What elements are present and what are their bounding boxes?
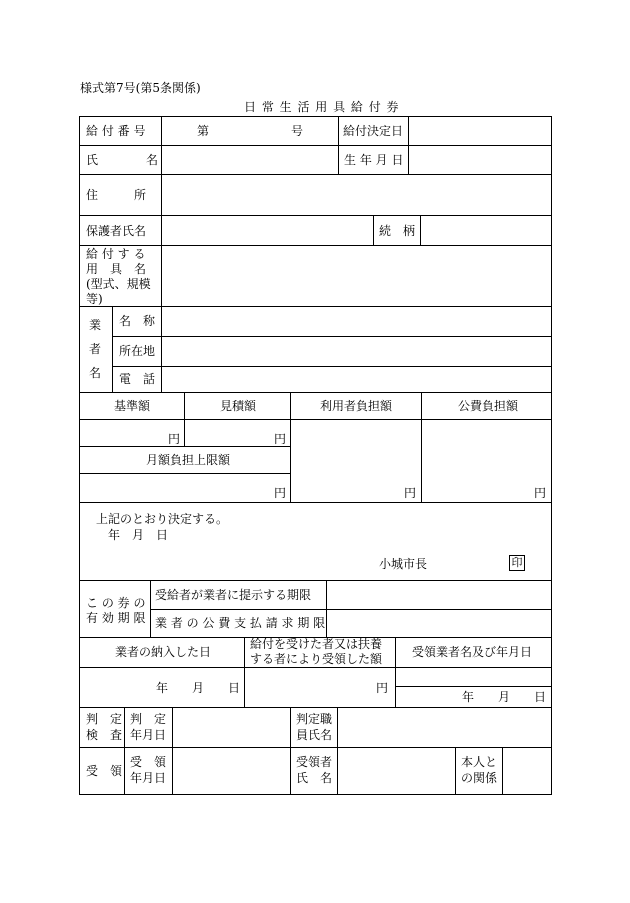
h-line [79, 392, 552, 393]
equipment-label-1: 給 付 す る [86, 247, 146, 261]
h-line [79, 747, 552, 748]
h-line [112, 336, 552, 337]
receipt-date-label-2: 年月日 [130, 771, 167, 785]
v-line [420, 215, 421, 246]
v-line [184, 392, 185, 447]
v-line [337, 707, 338, 794]
h-line [79, 306, 552, 307]
v-line [244, 637, 245, 708]
equipment-label-3: (型式、規模 [86, 277, 151, 291]
received-amount-label-1: 給付を受けた者又は扶養 [250, 637, 383, 651]
delivered-date-label: 業者の納入した日 [115, 645, 212, 659]
grant-number-go: 号 [291, 124, 304, 138]
h-line [79, 145, 552, 146]
receiver-name-label-2: 氏 名 [296, 771, 333, 785]
equipment-label-2: 用 具 名 [86, 262, 147, 276]
decision-date-label: 給付決定日 [343, 124, 404, 138]
h-line [79, 446, 291, 447]
base-amount-label: 基準額 [114, 399, 151, 413]
v-line [161, 306, 162, 393]
public-burden-yen: 円 [534, 486, 547, 500]
claim-deadline-label: 業 者 の 公 費 支 払 請 求 期 限 [155, 616, 326, 630]
v-line [338, 116, 339, 175]
birth-date-label: 生 年 月 日 [344, 153, 404, 167]
receipt-date-label-1: 受 領 [130, 755, 167, 769]
v-line [150, 580, 151, 638]
v-line [161, 116, 162, 306]
equipment-label-4: 等) [86, 292, 103, 306]
h-line [395, 686, 552, 687]
user-burden-label: 利用者負担額 [320, 399, 393, 413]
vendor-name-date-label: 受領業者名及び年月日 [412, 645, 533, 659]
form-label: 様式第7号(第5条関係) [80, 81, 201, 95]
page-title: 日 常 生 活 用 具 給 付 券 [244, 100, 400, 114]
public-burden-label: 公費負担額 [458, 399, 519, 413]
vendor-location-label: 所在地 [119, 344, 156, 358]
address-label: 住 所 [86, 188, 147, 202]
mayor-label: 小城市長 [379, 557, 428, 571]
decision-text: 上記のとおり決定する。 [96, 512, 229, 526]
guardian-name-label: 保護者氏名 [86, 224, 147, 238]
vendor-label-1: 業 [89, 318, 102, 332]
h-line [79, 667, 552, 668]
v-line [421, 392, 422, 503]
validity-label-1: こ の 券 の [86, 596, 146, 610]
grant-number-dai: 第 [197, 124, 210, 138]
judge-label-2: 検 査 [86, 728, 123, 742]
relation-to-person-label-1: 本人と [461, 755, 498, 769]
v-line [395, 637, 396, 708]
estimate-amount-label: 見積額 [220, 399, 257, 413]
present-deadline-label: 受給者が業者に提示する期限 [155, 588, 312, 602]
relation-to-person-label-2: の関係 [461, 771, 498, 785]
v-line [172, 707, 173, 794]
vendor-name-label: 名 称 [119, 314, 156, 328]
received-amount-label-2: する者により受領した額 [250, 652, 383, 666]
judge-date-label-1: 判 定 [130, 712, 167, 726]
vendor-label-2: 者 [89, 342, 102, 356]
validity-label-2: 有 効 期 限 [86, 611, 146, 625]
h-line [112, 366, 552, 367]
relation-label: 続 柄 [379, 224, 416, 238]
h-line [79, 707, 552, 708]
receiver-name-label-1: 受領者 [296, 755, 333, 769]
h-line [150, 609, 552, 610]
name-label: 氏 名 [86, 153, 159, 167]
v-line [290, 392, 291, 503]
v-line [290, 707, 291, 794]
receipt-label: 受 領 [86, 764, 123, 778]
v-line [124, 707, 125, 794]
vendor-phone-label: 電 話 [119, 372, 156, 386]
judge-label-1: 判 定 [86, 712, 123, 726]
delivered-date-ymd: 年 月 日 [156, 681, 241, 695]
v-line [408, 116, 409, 175]
vendor-label-3: 名 [89, 366, 102, 380]
judge-staff-label-2: 員氏名 [296, 728, 333, 742]
h-line [79, 174, 552, 175]
v-line [455, 747, 456, 794]
h-line [79, 419, 552, 420]
v-line [112, 306, 113, 393]
h-line [79, 215, 552, 216]
v-line [502, 747, 503, 794]
judge-staff-label-1: 判定職 [296, 712, 333, 726]
v-line [326, 580, 327, 638]
decision-date: 年 月 日 [108, 528, 169, 542]
v-line [373, 215, 374, 246]
h-line [79, 245, 552, 246]
base-amount-yen: 円 [168, 432, 181, 446]
grant-number-label: 給 付 番 号 [86, 124, 146, 138]
monthly-cap-label: 月額負担上限額 [146, 453, 231, 467]
estimate-amount-yen: 円 [274, 432, 287, 446]
monthly-cap-yen: 円 [274, 486, 287, 500]
h-line [79, 502, 552, 503]
vendor-date-ymd: 年 月 日 [462, 690, 547, 704]
judge-date-label-2: 年月日 [130, 728, 167, 742]
received-amount-yen: 円 [376, 681, 389, 695]
official-seal: 印 [509, 555, 525, 571]
h-line [79, 473, 291, 474]
user-burden-yen: 円 [404, 486, 417, 500]
